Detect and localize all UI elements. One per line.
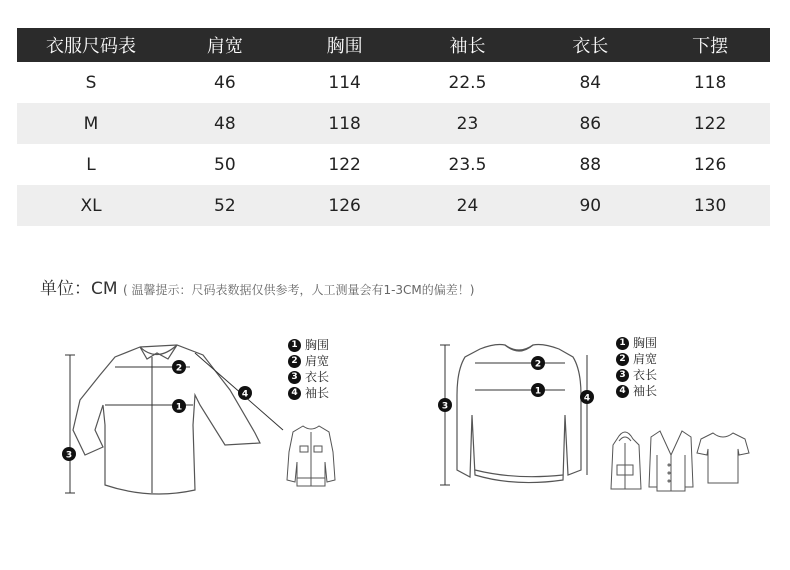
table-cell: M bbox=[17, 103, 165, 144]
unit-note bbox=[40, 274, 474, 299]
table-cell: 84 bbox=[579, 72, 602, 93]
hoodie-icon bbox=[611, 432, 641, 489]
table-row bbox=[17, 103, 770, 144]
legend-item: 1 胸围 bbox=[288, 337, 329, 353]
svg-text:3: 3 bbox=[65, 450, 73, 461]
table-cell: 48 bbox=[165, 103, 285, 144]
garment-icons bbox=[605, 425, 755, 495]
legend-item: 4 袖长 bbox=[288, 385, 329, 401]
size-chart-table bbox=[17, 28, 770, 226]
table-header-row bbox=[17, 28, 770, 62]
shirt-marker-1 bbox=[172, 399, 186, 413]
table-cell: S bbox=[85, 72, 97, 93]
jacket-icon bbox=[283, 422, 339, 490]
svg-text:1: 1 bbox=[175, 402, 183, 413]
header-size: 衣服尺码表 bbox=[17, 28, 165, 62]
sweater-marker-4 bbox=[580, 390, 594, 404]
table-cell: 122 bbox=[328, 154, 361, 175]
legend-item: 3 衣长 bbox=[616, 367, 657, 383]
table-cell: 118 bbox=[285, 103, 405, 144]
header-chest: 胸围 bbox=[285, 28, 405, 62]
table-cell: XL bbox=[17, 185, 165, 226]
header-hem: 下摆 bbox=[650, 28, 770, 62]
svg-text:4: 4 bbox=[241, 389, 249, 400]
table-cell: 23 bbox=[405, 103, 531, 144]
shirt-marker-3 bbox=[62, 447, 76, 461]
table-cell: 118 bbox=[693, 72, 727, 93]
table-cell: 114 bbox=[328, 72, 361, 93]
sweater-measurement-diagram bbox=[435, 335, 610, 495]
table-cell: 88 bbox=[579, 154, 602, 175]
svg-text:3: 3 bbox=[441, 401, 449, 412]
unit-label: 单位：CM bbox=[40, 279, 118, 299]
legend-item: 2 肩宽 bbox=[616, 351, 657, 367]
header-sleeve: 袖长 bbox=[405, 28, 531, 62]
legend-item: 4 袖长 bbox=[616, 383, 657, 399]
table-row bbox=[17, 144, 770, 185]
shirt-legend bbox=[288, 337, 329, 401]
table-cell: 24 bbox=[405, 185, 531, 226]
table-row bbox=[17, 62, 770, 103]
tshirt-icon bbox=[697, 433, 749, 483]
header-length: 衣长 bbox=[530, 28, 650, 62]
svg-text:4: 4 bbox=[583, 393, 591, 404]
sweater-legend bbox=[616, 335, 657, 399]
table-cell: 46 bbox=[214, 72, 236, 93]
table-cell: 130 bbox=[650, 185, 770, 226]
sweater-marker-2 bbox=[531, 356, 545, 370]
table-cell: 22.5 bbox=[448, 72, 487, 93]
table-row bbox=[17, 185, 770, 226]
svg-text:1: 1 bbox=[534, 386, 542, 397]
legend-item: 3 衣长 bbox=[288, 369, 329, 385]
table-cell: 86 bbox=[530, 103, 650, 144]
header-shoulder: 肩宽 bbox=[165, 28, 285, 62]
svg-text:2: 2 bbox=[534, 359, 542, 370]
table-cell: 23.5 bbox=[448, 154, 487, 175]
sweater-marker-3 bbox=[438, 398, 452, 412]
table-cell: 90 bbox=[530, 185, 650, 226]
table-cell: 52 bbox=[165, 185, 285, 226]
measurement-disclaimer: ( 温馨提示：尺码表数据仅供参考，人工测量会有1-3CM的偏差！) bbox=[122, 283, 475, 297]
table-cell: 50 bbox=[214, 154, 236, 175]
legend-item: 1 胸围 bbox=[616, 335, 657, 351]
shirt-measurement-diagram bbox=[55, 335, 295, 505]
sweater-outline bbox=[457, 345, 581, 483]
table-cell: 126 bbox=[693, 154, 727, 175]
legend-item: 2 肩宽 bbox=[288, 353, 329, 369]
table-cell: 122 bbox=[650, 103, 770, 144]
cardigan-icon bbox=[649, 431, 693, 491]
shirt-marker-2 bbox=[172, 360, 186, 374]
sweater-marker-1 bbox=[531, 383, 545, 397]
table-cell: 126 bbox=[285, 185, 405, 226]
table-cell: L bbox=[86, 154, 96, 175]
svg-text:2: 2 bbox=[175, 363, 183, 374]
shirt-marker-4 bbox=[238, 386, 252, 400]
